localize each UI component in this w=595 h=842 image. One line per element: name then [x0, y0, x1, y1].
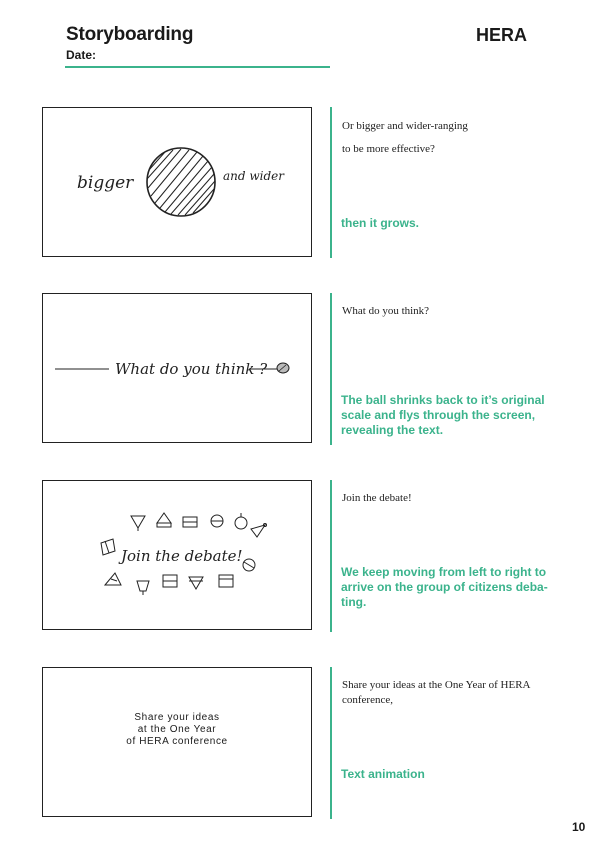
panel-1-note: then it grows. [341, 216, 419, 230]
sketch-question-text: What do you think ? [115, 360, 268, 378]
sketch-ball-grow [43, 108, 313, 258]
sketch-word-bigger: bigger [77, 173, 134, 193]
sketch-join-debate [43, 481, 313, 631]
page-number: 10 [572, 820, 586, 834]
panel-2-description [342, 304, 562, 319]
date-label: Date: [66, 48, 97, 62]
page-title: Storyboarding [66, 24, 194, 45]
panel-2-note: The ball shrinks back to it’s original scale and flys through the screen, revealing the text. [341, 393, 545, 437]
panel-3-description [342, 491, 562, 506]
storyboard-frame-2 [42, 293, 312, 443]
storyboard-frame-4 [42, 667, 312, 817]
storyboard-frame-1 [42, 107, 312, 257]
header-rule [65, 66, 330, 68]
panel-4-description [342, 678, 557, 708]
sketch-question [43, 294, 313, 444]
panel-4-description-line-1: Share your ideas at the One Year of HERA conference, [342, 679, 530, 706]
sketch-word-wider: and wider [223, 169, 285, 183]
ball-hatching [147, 149, 215, 215]
panel-4-divider [330, 667, 332, 819]
panel-3-note: We keep moving from left to right to arrive on the group of citizens deba-ting. [341, 565, 548, 609]
panel-2-description-line-1: What do you think? [342, 305, 430, 317]
frame-caption: Share your ideas at the One Year of HERA conference [126, 712, 228, 747]
sketch-debate-text: Join the debate! [121, 547, 243, 565]
panel-3-divider [330, 480, 332, 632]
brand-name: HERA [476, 25, 528, 45]
panel-2-divider [330, 293, 332, 445]
storyboard-frame-3 [42, 480, 312, 630]
panel-1-description-line-2: to be more effective? [342, 143, 435, 155]
panel-1-description [342, 119, 562, 157]
panel-4-note: Text animation [341, 767, 425, 781]
panel-3-description-line-1: Join the debate! [342, 492, 412, 504]
panel-1-description-line-1: Or bigger and wider-ranging [342, 120, 468, 132]
panel-1-divider [330, 107, 332, 258]
